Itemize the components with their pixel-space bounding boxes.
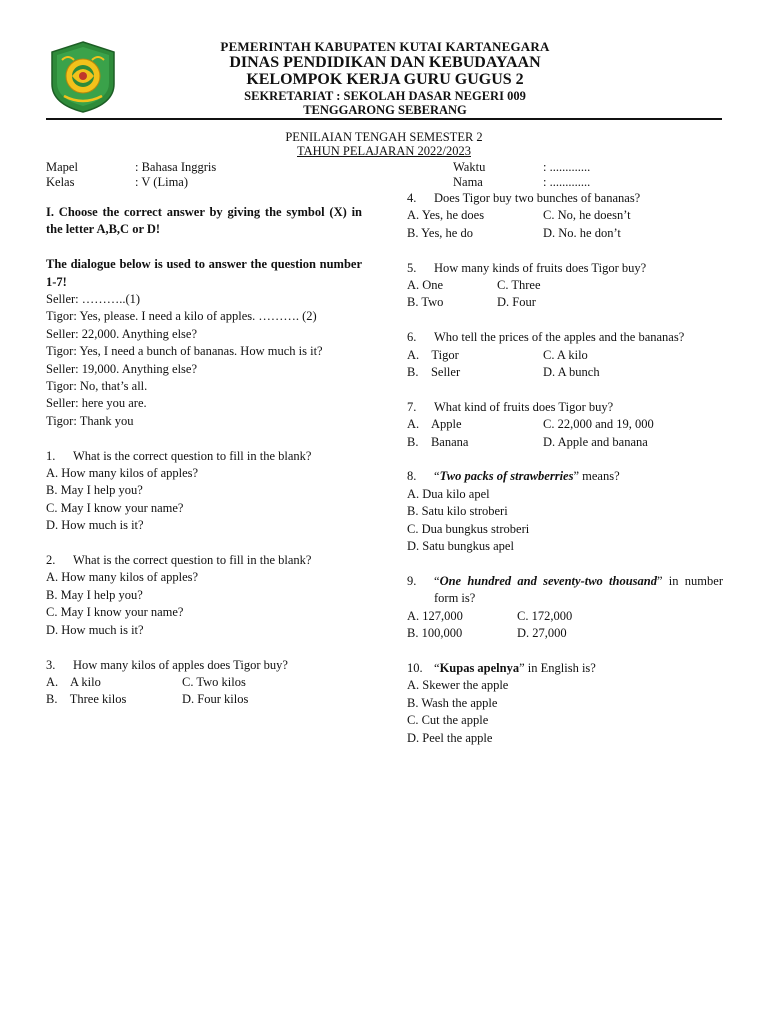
mapel-label: Mapel (46, 160, 78, 174)
nama-label: Nama (453, 175, 483, 189)
option-d: D. 27,000 (517, 626, 567, 641)
option-b: B. May I help you? (46, 587, 143, 602)
option-row (407, 277, 723, 294)
kutai-kartanegara-emblem-icon (48, 40, 118, 114)
option-row (407, 225, 723, 242)
option-a: A. Yes, he does (407, 208, 485, 223)
question-text (434, 573, 723, 608)
waktu-label: Waktu (453, 160, 486, 174)
instruction-choose: I. Choose the correct answer by giving the symbol (X) in the letter A,B,C or D! (46, 205, 362, 237)
option-row (407, 434, 723, 451)
question-text (434, 660, 723, 677)
question-5 (407, 260, 723, 277)
question-text: How many kinds of fruits does Tigor buy? (434, 260, 647, 275)
left-column (46, 204, 362, 709)
question-emphasis: Kupas apelnya (439, 660, 520, 675)
option-b: B. Yes, he do (407, 225, 473, 240)
option-row (407, 608, 723, 625)
option-a: A. One (407, 278, 444, 293)
question-number: 10. (407, 660, 423, 675)
option-a: A. A kilo (46, 674, 101, 689)
dialogue-line: Tigor: Yes, please. I need a kilo of apples. ………. (2) (46, 309, 317, 324)
option-a: A. How many kilos of apples? (46, 466, 199, 481)
dialogue-line: Seller: ………..(1) (46, 292, 141, 307)
question-2 (46, 552, 362, 569)
option-c: C. Dua bungkus stroberi (407, 521, 530, 536)
open-quote: “ (434, 573, 440, 588)
dialogue-line: Seller: 19,000. Anything else? (46, 361, 198, 376)
header-line-5: TENGGARONG SEBERANG (303, 103, 467, 117)
nama-value: : ............. (543, 175, 591, 189)
kelas-label: Kelas (46, 175, 75, 189)
option-a: A. Dua kilo apel (407, 486, 490, 501)
option-a: A. 127,000 (407, 608, 463, 623)
question-text: What kind of fruits does Tigor buy? (434, 399, 614, 414)
option-row (46, 674, 362, 691)
open-quote: “ (434, 469, 440, 484)
dialogue-line: Seller: 22,000. Anything else? (46, 326, 198, 341)
option-d: D. How much is it? (46, 622, 144, 637)
question-number: 8. (407, 469, 417, 484)
option-a: A. Skewer the apple (407, 678, 509, 693)
option-row (407, 364, 723, 381)
question-rest: ” in English is? (519, 660, 596, 675)
header-line-1: PEMERINTAH KABUPATEN KUTAI KARTANEGARA (220, 39, 550, 54)
option-row (407, 625, 723, 642)
option-c: C. Two kilos (182, 674, 246, 689)
question-10 (407, 660, 723, 677)
option-row (407, 207, 723, 224)
kelas-value: : V (Lima) (135, 175, 189, 189)
question-number: 4. (407, 191, 417, 205)
question-number: 9. (407, 573, 417, 588)
dialogue-line: Tigor: Thank you (46, 413, 134, 428)
option-d: D. How much is it? (46, 518, 144, 533)
option-d: D. Apple and banana (543, 434, 648, 449)
right-column (407, 190, 723, 747)
question-text: What is the correct question to fill in the blank? (73, 448, 312, 463)
option-d: D. Satu bungkus apel (407, 539, 514, 554)
question-6 (407, 329, 723, 346)
option-b: B. Two (407, 295, 444, 310)
option-a: A. Tigor (407, 347, 459, 362)
option-c: C. A kilo (543, 347, 588, 362)
option-b: B. 100,000 (407, 626, 463, 641)
option-d: D. A bunch (543, 365, 600, 380)
option-c: C. May I know your name? (46, 605, 184, 620)
option-c: C. Three (497, 278, 541, 293)
question-text: Does Tigor buy two bunches of bananas? (434, 191, 641, 205)
exam-year-text: TAHUN PELAJARAN 2022/2023 (297, 144, 471, 158)
header-line-3: KELOMPOK KERJA GURU GUGUS 2 (246, 71, 524, 88)
question-emphasis: Two packs of strawberries (439, 469, 574, 484)
option-b: B. Three kilos (46, 692, 127, 707)
question-8 (407, 468, 723, 485)
question-rest: ” in number form is? (434, 573, 723, 606)
option-a: A. How many kilos of apples? (46, 570, 199, 585)
question-number: 2. (46, 553, 56, 568)
question-number: 5. (407, 260, 417, 275)
option-c: C. May I know your name? (46, 500, 184, 515)
waktu-value: : ............. (543, 160, 591, 174)
question-number: 3. (46, 657, 56, 672)
question-text: How many kilos of apples does Tigor buy? (73, 657, 288, 672)
option-a: A. Apple (407, 417, 462, 432)
dialogue-line: Tigor: No, that’s all. (46, 379, 148, 394)
question-1 (46, 448, 362, 465)
option-d: D. Four kilos (182, 692, 249, 707)
dialogue-line: Tigor: Yes, I need a bunch of bananas. How much is it? (46, 344, 323, 359)
question-rest: ” means? (573, 469, 620, 484)
question-7 (407, 399, 723, 416)
question-text: Who tell the prices of the apples and the bananas? (434, 330, 685, 345)
dialogue-line: Seller: here you are. (46, 396, 147, 411)
option-row (407, 416, 723, 433)
open-quote: “ (434, 660, 440, 675)
option-c: C. 172,000 (517, 608, 573, 623)
exam-title: PENILAIAN TENGAH SEMESTER 2 (285, 130, 483, 144)
question-number: 7. (407, 399, 417, 414)
header-divider (46, 118, 722, 120)
header-line-2: DINAS PENDIDIKAN DAN KEBUDAYAAN (229, 54, 541, 71)
mapel-value: : Bahasa Inggris (135, 160, 217, 174)
question-number: 1. (46, 448, 56, 463)
question-3 (46, 657, 362, 674)
question-text: What is the correct question to fill in the blank? (73, 553, 312, 568)
question-9 (407, 573, 723, 608)
option-d: D. Four (497, 295, 536, 310)
option-b: B. Seller (407, 365, 461, 380)
option-b: B. May I help you? (46, 483, 143, 498)
question-text (434, 468, 723, 485)
question-emphasis: One hundred and seventy-two thousand (439, 573, 657, 588)
header-line-4: SEKRETARIAT : SEKOLAH DASAR NEGERI 009 (244, 89, 526, 103)
option-c: C. 22,000 and 19, 000 (543, 417, 654, 432)
instruction-dialogue: The dialogue below is used to answer the question number 1-7! (46, 257, 362, 289)
option-d: D. Peel the apple (407, 730, 493, 745)
exam-year (0, 144, 768, 159)
option-row (46, 691, 362, 708)
option-b: B. Wash the apple (407, 695, 498, 710)
option-c: C. Cut the apple (407, 713, 489, 728)
option-row (407, 294, 723, 311)
question-number: 6. (407, 330, 417, 345)
option-d: D. No. he don’t (543, 225, 621, 240)
option-b: B. Banana (407, 434, 469, 449)
option-c: C. No, he doesn’t (543, 208, 631, 223)
option-b: B. Satu kilo stroberi (407, 504, 508, 519)
option-row (407, 347, 723, 364)
question-4 (407, 190, 723, 207)
